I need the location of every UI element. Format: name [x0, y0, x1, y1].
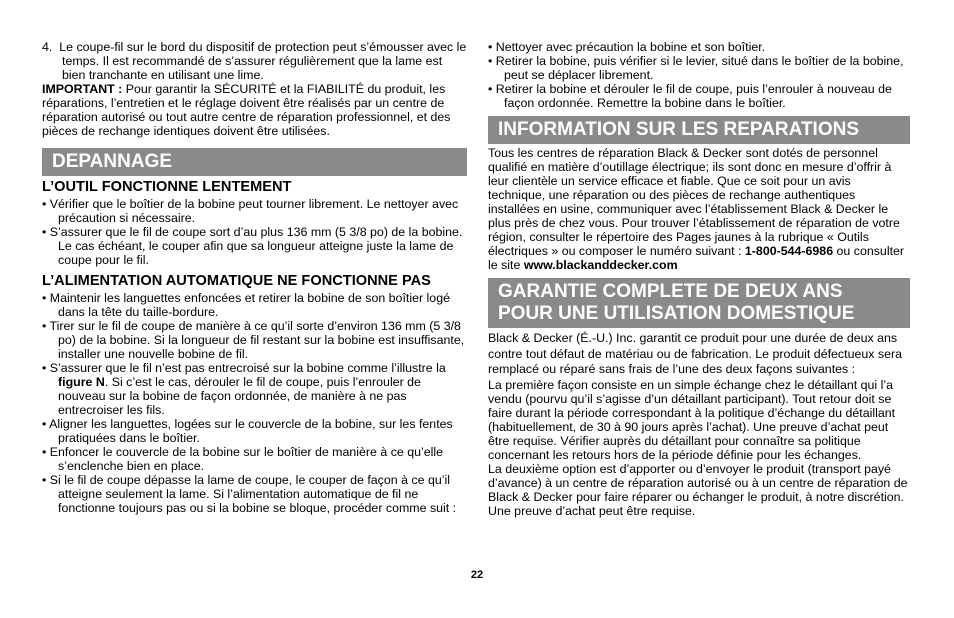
bullet-3-pre: • S’assurer que le fil n’est pas entrecroisé sur la bobine comme l’illustre la: [42, 361, 446, 375]
right-column: [488, 40, 910, 518]
outil-bullet-2: • S’assurer que le fil de coupe sort d’au plus 136 mm (5 3/8 po) de la bobine. Le cas échéant, le couper afin que sa longueur atteigne juste la lame de coupe pour le fil.: [42, 225, 463, 267]
info-paragraph: [488, 146, 910, 272]
info-text: Tous les centres de réparation Black & Decker sont dotés de personnel qualifié en matière d’outillage électrique; ils sont donc en mesure d’offrir à leur clientèle un service efficace et fiable. Que ce soit pour un avis technique, une réparation ou des pièces de rechange authentiques installées en usine, communiquer avec l’établissement Black & Decker le plus près de chez vous. Pour trouver l’établissement de réparation de votre région, consulter le répertoire des Pages jaunes à la rubrique « Outils électriques » ou composer le numéro suivant :: [488, 146, 900, 258]
maintenance-item-4: [42, 40, 467, 82]
figure-reference: figure N: [58, 375, 105, 389]
garantie-paragraph-3: La deuxième option est d’apporter ou d’envoyer le produit (transport payé d’avance) à un centre de réparation autorisé ou à un centre de réparation de Black & Decker pour faire réparer ou échanger le produit, à notre discrétion. Une preuve d’achat peut être requise.: [488, 461, 908, 518]
item-number: 4.: [42, 40, 53, 54]
bullet-3-post: . Si c’est le cas, dérouler le fil de coupe, puis l’enrouler de nouveau sur la bobine de façon ordonnée, de manière à ne pas entrecroiser les fils.: [58, 375, 421, 417]
cleaning-bullet-1: • Nettoyer avec précaution la bobine et son boîtier.: [488, 40, 766, 54]
alimentation-heading: L’ALIMENTATION AUTOMATIQUE NE FONCTIONNE PAS: [42, 273, 431, 289]
garantie-paragraph-2: La première façon consiste en un simple échange chez le détaillant qui l’a vendu (pourvu qu’il s’agisse d’un détaillant participant). Tout retour doit se faire durant la période correspondant à la politique d’échange du détaillant (habituellement, de 30 à 90 jours après l’achat). Une preuve d’achat peut être requise. Vérifier auprès du détaillant pour connaître sa politique concernant les retours hors de la période définie pour les échanges.: [488, 377, 896, 462]
cleaning-bullet-2: • Retirer la bobine, puis vérifier si le levier, situé dans le boîtier de la bobine, peut se déplacer librement.: [488, 54, 904, 82]
outil-heading: L’OUTIL FONCTIONNE LENTEMENT: [42, 179, 292, 195]
left-column: [42, 40, 467, 515]
phone-number: 1-800-544-6986: [744, 244, 834, 258]
alimentation-bullet-5: • Enfoncer le couvercle de la bobine sur le boîtier de manière à ce qu’elle s’enclenche bien en place.: [42, 445, 444, 473]
page-number: 22: [470, 569, 484, 581]
depannage-heading: DEPANNAGE: [42, 148, 467, 176]
alimentation-bullet-1: • Maintenir les languettes enfoncées et retirer la bobine de son boîtier logé dans la tête du taille-bordure.: [42, 291, 450, 319]
alimentation-bullet-3: [42, 361, 467, 417]
cleaning-bullet-3: • Retirer la bobine et dérouler le fil de coupe, puis l’enrouler à nouveau de façon ordonnée. Remettre la bobine dans le boîtier.: [488, 82, 892, 110]
garantie-paragraph-1: Black & Decker (É.-U.) Inc. garantit ce produit pour une durée de deux ans contre tout défaut de matériau ou de fabrication. Le produit défectueux sera remplacé ou réparé sans frais de l’une des deux façons suivantes :: [488, 331, 902, 376]
important-label: IMPORTANT :: [42, 82, 123, 96]
alimentation-bullet-6: • Si le fil de coupe dépasse la lame de coupe, le couper de façon à ce qu’il atteigne seulement la lame. Si l’alimentation automatique de fil ne fonctionne toujours pas ou si la bobine se bloque, procéder comme suit :: [42, 473, 457, 515]
alimentation-bullet-2: • Tirer sur le fil de coupe de manière à ce qu’il sorte d’environ 136 mm (5 3/8 po) de la bobine. Si la longueur de fil restant sur la bobine est insuffisante, installer une nouvelle bobine de fil.: [42, 319, 465, 361]
important-note: [42, 82, 467, 138]
website: www.blackanddecker.com: [523, 258, 678, 272]
item-text: Le coupe-fil sur le bord du dispositif de protection peut s’émousser avec le temps. Il est recommandé de s’assurer régulièrement que la lame est bien tranchante en utilisant une lime.: [59, 40, 467, 82]
alimentation-bullet-4: • Aligner les languettes, logées sur le couvercle de la bobine, sur les fentes pratiquées dans le boîtier.: [42, 417, 453, 445]
garantie-heading: GARANTIE COMPLETE DE DEUX ANS POUR UNE UTILISATION DOMESTIQUE: [488, 278, 910, 328]
outil-bullet-1: • Vérifier que le boîtier de la bobine peut tourner librement. Le nettoyer avec précaution si nécessaire.: [42, 197, 459, 225]
important-text: Pour garantir la SÉCURITÉ et la FIABILITÉ du produit, les réparations, l’entretien et le réglage doivent être réalisés par un centre de réparation autorisé ou tout autre centre de réparation professionnel, et des pièces de rechange identiques doivent être utilisées.: [42, 82, 451, 138]
info-mid: ou consulter le site: [488, 244, 905, 272]
info-heading: INFORMATION SUR LES REPARATIONS: [488, 116, 910, 144]
